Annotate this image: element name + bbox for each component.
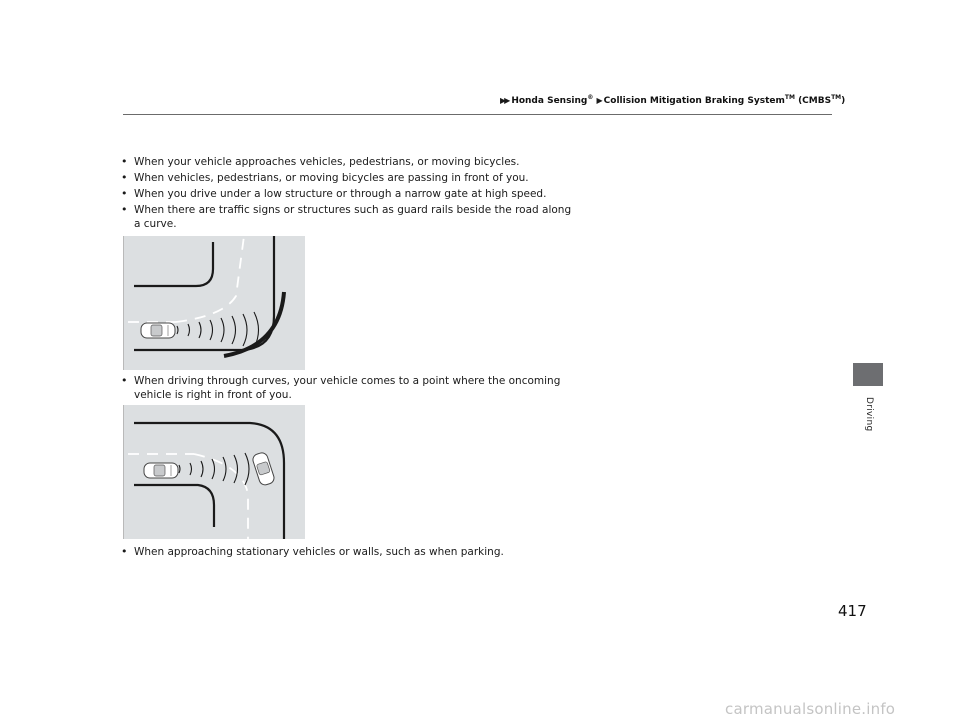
illustration-guardrail-curve <box>123 236 305 370</box>
bullet-icon: • <box>121 187 128 200</box>
chapter-tab[interactable] <box>853 363 883 386</box>
car-icon <box>144 463 178 478</box>
bullet-icon: • <box>121 374 128 387</box>
list-item: • When your vehicle approaches vehicles, pedestrians, or moving bicycles. <box>121 155 520 168</box>
bullet-icon: • <box>121 155 128 168</box>
bullet-icon: • <box>121 171 128 184</box>
list-item: • When you drive under a low structure or through a narrow gate at high speed. <box>121 187 547 200</box>
oncoming-car-icon <box>251 451 275 486</box>
bullet-icon: • <box>121 203 128 216</box>
list-item: • When vehicles, pedestrians, or moving bicycles are passing in front of you. <box>121 171 529 184</box>
header-divider <box>123 114 832 115</box>
car-icon <box>141 323 175 338</box>
breadcrumb-item-honda-sensing[interactable]: Honda Sensing <box>511 96 588 106</box>
breadcrumb-arrow-icon: ▶ <box>596 96 601 105</box>
list-item: • When there are traffic signs or structures such as guard rails beside the road along a curve. <box>121 203 572 230</box>
breadcrumb <box>500 94 845 106</box>
page-number: 417 <box>838 602 867 620</box>
bullet-icon: • <box>121 545 128 558</box>
breadcrumb-item-cmbs[interactable]: Collision Mitigation Braking System™ (CMBS™) <box>603 94 846 106</box>
registered-mark: ® <box>587 94 594 101</box>
illustration-oncoming-vehicle-curve <box>123 405 305 539</box>
list-item: • When approaching stationary vehicles or walls, such as when parking. <box>121 545 504 558</box>
chapter-label[interactable]: Driving <box>864 397 874 432</box>
list-item: • When driving through curves, your vehicle comes to a point where the oncoming vehicle is right in front of you. <box>121 374 561 401</box>
breadcrumb-arrow-icon: ▶▶ <box>500 96 509 105</box>
watermark: carmanualsonline.info <box>725 700 896 718</box>
